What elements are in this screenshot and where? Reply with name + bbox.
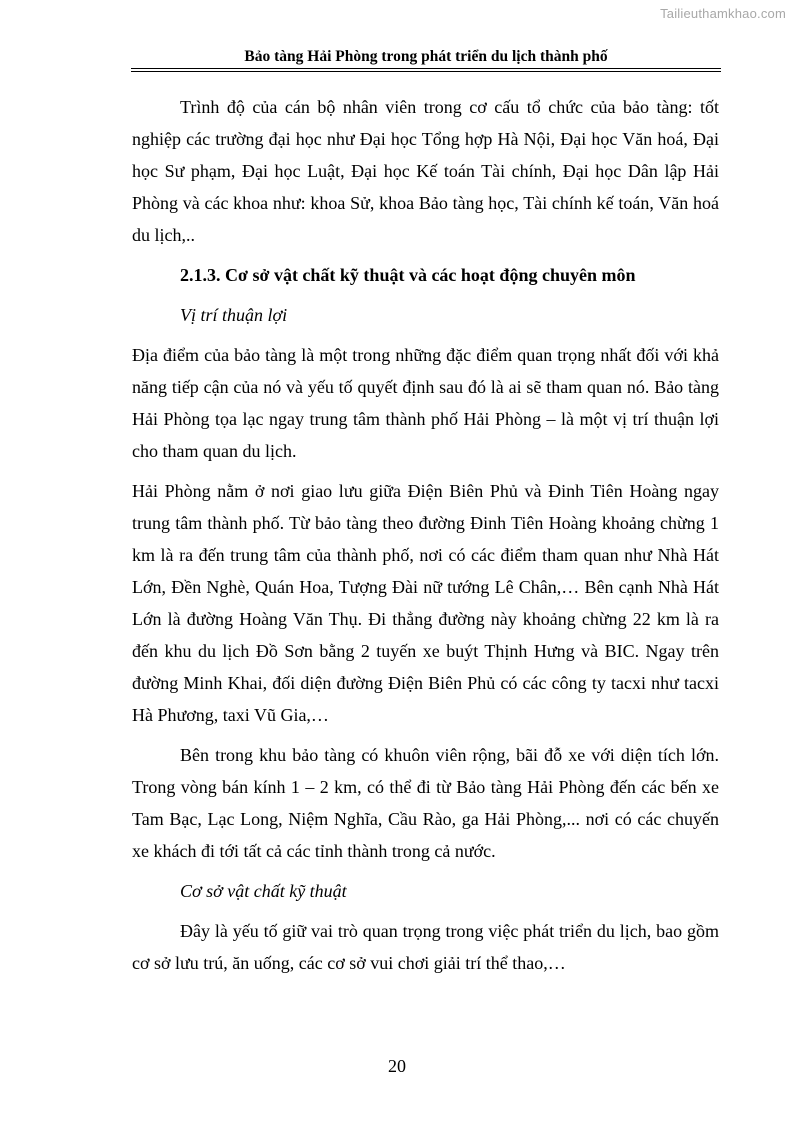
paragraph-parking: Bên trong khu bảo tàng có khuôn viên rộng, bãi đỗ xe với diện tích lớn. Trong vòng bán kính 1 – 2 km, có thể đi từ Bảo tàng Hải Phòng đến các bến xe Tam Bạc, Lạc Long, Niệm Nghĩa, Cầu Rào, ga Hải Phòng,... nơi có các chuyến xe khách đi tới tất cả các tỉnh thành trong cả nước. <box>132 745 719 861</box>
section-heading: 2.1.3. Cơ sở vật chất kỹ thuật và các hoạt động chuyên môn <box>180 265 636 285</box>
page-number: 20 <box>388 1056 406 1076</box>
document-body <box>132 91 719 987</box>
subheading-facilities: Cơ sở vật chất kỹ thuật <box>180 881 347 901</box>
subheading-location: Vị trí thuận lợi <box>180 305 288 325</box>
header-divider <box>131 68 721 72</box>
paragraph-directions: Hải Phòng nằm ở nơi giao lưu giữa Điện Biên Phủ và Đinh Tiên Hoàng ngay trung tâm thành phố. Từ bảo tàng theo đường Đinh Tiên Hoàng khoảng chừng 1 km là ra đến trung tâm của thành phố, nơi có các điểm tham quan như Nhà Hát Lớn, Đền Nghè, Quán Hoa, Tượng Đài nữ tướng Lê Chân,… Bên cạnh Nhà Hát Lớn là đường Hoàng Văn Thụ. Đi thẳng đường này khoảng chừng 22 km là ra đến khu du lịch Đồ Sơn bằng 2 tuyến xe buýt Thịnh Hưng và BIC. Ngay trên đường Minh Khai, đối diện đường Điện Biên Phủ có các công ty tacxi như tacxi Hà Phương, taxi Vũ Gia,… <box>132 481 719 725</box>
paragraph-staff-qualifications: Trình độ của cán bộ nhân viên trong cơ cấu tổ chức của bảo tàng: tốt nghiệp các trường đại học như Đại học Tổng hợp Hà Nội, Đại học Văn hoá, Đại học Sư phạm, Đại học Luật, Đại học Kế toán Tài chính, Đại học Dân lập Hải Phòng và các khoa như: khoa Sử, khoa Bảo tàng học, Tài chính kế toán, Văn hoá du lịch,.. <box>132 97 719 245</box>
paragraph-location: Địa điểm của bảo tàng là một trong những đặc điểm quan trọng nhất đối với khả năng tiếp cận của nó và yếu tố quyết định sau đó là ai sẽ tham quan nó. Bảo tàng Hải Phòng tọa lạc ngay trung tâm thành phố Hải Phòng – là một vị trí thuận lợi cho tham quan du lịch. <box>132 345 719 461</box>
page-header-title: Bảo tàng Hải Phòng trong phát triển du lịch thành phố <box>244 48 608 65</box>
watermark: Tailieuthamkhao.com <box>660 6 786 21</box>
paragraph-facilities: Đây là yếu tố giữ vai trò quan trọng trong việc phát triển du lịch, bao gồm cơ sở lưu trú, ăn uống, các cơ sở vui chơi giải trí thể thao,… <box>132 921 719 973</box>
